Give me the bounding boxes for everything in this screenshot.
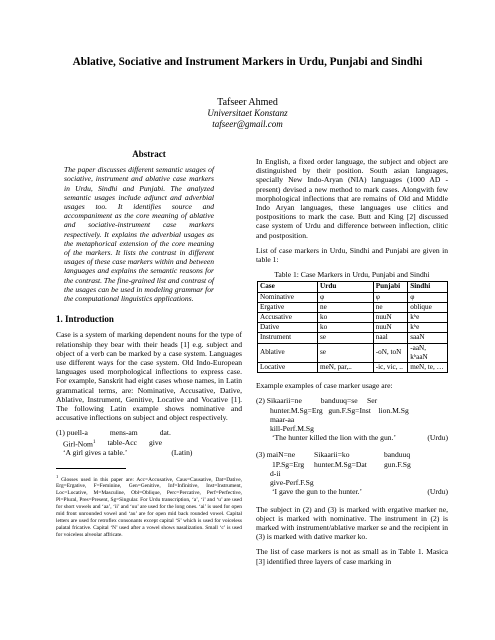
- ex2-language: (Urdu): [427, 433, 448, 443]
- abstract-text: The paper discusses different semantic usages of sociative, instrument and ablative case markers in Urdu, Sindhi and Punjabi. The analyzed semantic usages include adjunct and adverbial usages too. It identifies source and accompaniment as the core meaning of ablative and sociative-instrument case markers respectively. It explains the adverbial usages as the metaphorical extension of the core meaning of the markers. It lists the contrast in different usages of these case markers within and between languages and explains the semantic reasons for the contrast. The fine-grained list and contrast of the usages can be used in modeling grammar for the computational linguistics applications.: [64, 165, 214, 304]
- example-3: [256, 450, 448, 496]
- table-header-cell: Urdu: [318, 282, 374, 292]
- table-cell: se: [318, 343, 374, 362]
- intro-paragraph: Case is a system of marking dependent nouns for the type of relationship they bear with their heads [1] e.g. subject and object of a verb can be marked by a case system. Languages use different ways for the case system. Old Indo-European languages used morphological inflections to express case. For example, Sanskrit had eight cases whose names, in Latin grammatical terms, are: Nominative, Accusative, Dative, Ablative, Instrument, Genitive, Locative and Vocative [1]. The following Latin example shows nominative and accusative inflections on subject and object respectively.: [56, 330, 242, 423]
- table-cell: naal: [373, 333, 408, 343]
- table-header-row: [258, 282, 448, 292]
- table-cell: nuuN: [373, 323, 408, 333]
- paper-title: Ablative, Sociative and Instrument Markers in Urdu, Punjabi and Sindhi: [72, 56, 423, 68]
- right-paragraph-2: List of case markers in Urdu, Sindhi and Punjabi are given in table 1:: [256, 245, 448, 265]
- ex3-language: (Urdu): [427, 487, 448, 497]
- table-cell: se: [318, 333, 374, 343]
- table-header-cell: Punjabi: [373, 282, 408, 292]
- ex1-gloss2: table-Acc: [107, 437, 137, 447]
- author-name: Tafseer Ahmed: [217, 97, 278, 108]
- ex3-gloss1: 1P.Sg=Erg: [272, 459, 305, 469]
- ex3-gloss2: hunter.M.Sg=Dat: [314, 459, 367, 469]
- author-email: tafseer@gmail.com: [212, 119, 283, 129]
- table-row: [258, 343, 448, 362]
- table-header-cell: Case: [258, 282, 318, 292]
- table-cell: -ic, vic, ..: [373, 363, 408, 373]
- ex2-line2: hunter.M.Sg=Erg gun.F.Sg=Inst lion.M.Sg: [270, 405, 409, 415]
- table-header-cell: Sindhi: [408, 282, 448, 292]
- ex2-line3: maar-aa: [270, 414, 295, 424]
- intro-heading: 1. Introduction: [56, 314, 114, 325]
- table-row: [258, 292, 448, 302]
- table-cell: Ablative: [258, 343, 318, 362]
- ex2-translation: ‘The hunter killed the lion with the gun.’: [272, 433, 397, 443]
- table-cell: Nominative: [258, 292, 318, 302]
- table-cell: saaN: [408, 333, 448, 343]
- ex1-word3: dat.: [159, 428, 171, 438]
- ex3-line3: d-ii: [270, 468, 281, 478]
- right-paragraph-4: The list of case markers is not as small as in Table 1. Masica [3] identified three layers of case marking in: [256, 547, 448, 566]
- table-cell: Instrument: [258, 333, 318, 343]
- right-paragraph-3: The subject in (2) and (3) is marked with ergative marker ne, object is marked with nominative. The instrument in (2) is marked with instrument/ablative marker se and the recipient in (3) is marked with dative marker ko.: [256, 504, 448, 542]
- footnote-ref: 1: [92, 439, 96, 445]
- table-row: [258, 333, 448, 343]
- table-cell: Dative: [258, 323, 318, 333]
- ex1-language: (Latin): [171, 448, 193, 458]
- ex1-translation: ‘A girl gives a table.’: [63, 448, 128, 458]
- case-marker-table: [257, 281, 448, 373]
- table-cell: meN, te, …: [408, 363, 448, 373]
- footnote-mark: 1: [56, 473, 59, 479]
- right-paragraph-1: In English, a fixed order language, the subject and object are distinguished by their position. South asian languages, specially New Indo-Aryan (NIA) languages (1000 AD - present) devised a new method to mark cases. Alongwith few morphological inflections that are remains of Old and Middle Indo Aryan languages, these languages use clitics and postpositions to mark the case. Butt and King [2] discussed case system of Urdu and difference between inflection, clitic and postposition.: [256, 157, 448, 240]
- ex3-gloss3: gun.F.Sg: [384, 459, 411, 469]
- ex3-word3: banduuq: [384, 450, 411, 460]
- ex3-word1: (3) maiN=ne: [256, 450, 296, 460]
- abstract-heading: Abstract: [132, 149, 166, 159]
- table-caption: Table 1: Case Markers in Urdu, Punjabi and Sindhi: [274, 270, 430, 280]
- table-cell: ne: [318, 302, 374, 312]
- table-row: [258, 363, 448, 373]
- ex1-gloss1: Girl-Nom: [63, 439, 93, 449]
- table-cell: ko: [318, 323, 374, 333]
- table-cell: oblique: [408, 302, 448, 312]
- footnote-rule: [56, 468, 126, 469]
- table-cell: -oN, toN: [373, 343, 408, 362]
- example-2: [256, 396, 448, 442]
- ex2-line1: (2) Sikaarii=ne banduuq=se Ser: [256, 396, 378, 406]
- table-cell: nuuN: [373, 313, 408, 323]
- table-cell: kʰe: [408, 323, 448, 333]
- author-affiliation: Universitaet Konstanz: [207, 108, 288, 118]
- table-cell: φ: [373, 292, 408, 302]
- example-1: [56, 428, 242, 457]
- ex1-word2: mens-am: [109, 428, 138, 438]
- table-cell: Ergative: [258, 302, 318, 312]
- ex1-word1: (1) puell-a: [56, 428, 88, 438]
- table-cell: kʰe: [408, 313, 448, 323]
- ex1-gloss3: give: [148, 437, 163, 447]
- table-cell: φ: [408, 292, 448, 302]
- ex3-line4: give-Perf.F.Sg: [270, 478, 314, 488]
- ex3-translation: ‘I gave the gun to the hunter.’: [272, 487, 363, 497]
- ex3-word2: Sikaarii=ko: [314, 450, 350, 460]
- ex2-line4: kill-Perf.M.Sg: [270, 424, 314, 434]
- author-block: [150, 97, 345, 130]
- table-cell: -aaN, kʰaaN: [408, 343, 448, 362]
- table-cell: meN, par,..: [318, 363, 374, 373]
- table-cell: Locative: [258, 363, 318, 373]
- table-row: [258, 302, 448, 312]
- left-column: [56, 150, 242, 539]
- footnote: [56, 473, 242, 540]
- table-cell: ne: [373, 302, 408, 312]
- table-cell: ko: [318, 313, 374, 323]
- examples-intro: Example examples of case marker usage are:: [256, 381, 393, 391]
- table-cell: Accusative: [258, 313, 318, 323]
- footnote-text: Glosses used in this paper are: Acc=Accusative, Caus=Causative, Dat=Dative, Erg=Ergative, F=Feminine, Gen=Genitive, Inf=Infinitive, Inst=Instrument, Loc=Locative, M=Masculine, Obl=Oblique, Perc=Percative, Perf=Perfective, Pl=Plural, Pres=Present, Sg=Singular. For Urdu transcription, ‘a’, ‘i’ and ‘u’ are used for short vowels and ‘aa’, ‘ii’ and ‘uu’ are used for the long ones. ‘ai’ is used for open mid front unrounded vowel and ‘au’ are for open mid back rounded vowel. Capital letters are used for retroflex consonants except capital ‘S’ which is used for voiceless palatal fricative. Capital ‘N’ used after a vowel shows nasalization. Small ‘c’ is used for voiceless alveolar affricate.: [56, 476, 242, 539]
- table-row: [258, 313, 448, 323]
- right-column: [256, 157, 448, 572]
- table-row: [258, 323, 448, 333]
- table-cell: φ: [318, 292, 374, 302]
